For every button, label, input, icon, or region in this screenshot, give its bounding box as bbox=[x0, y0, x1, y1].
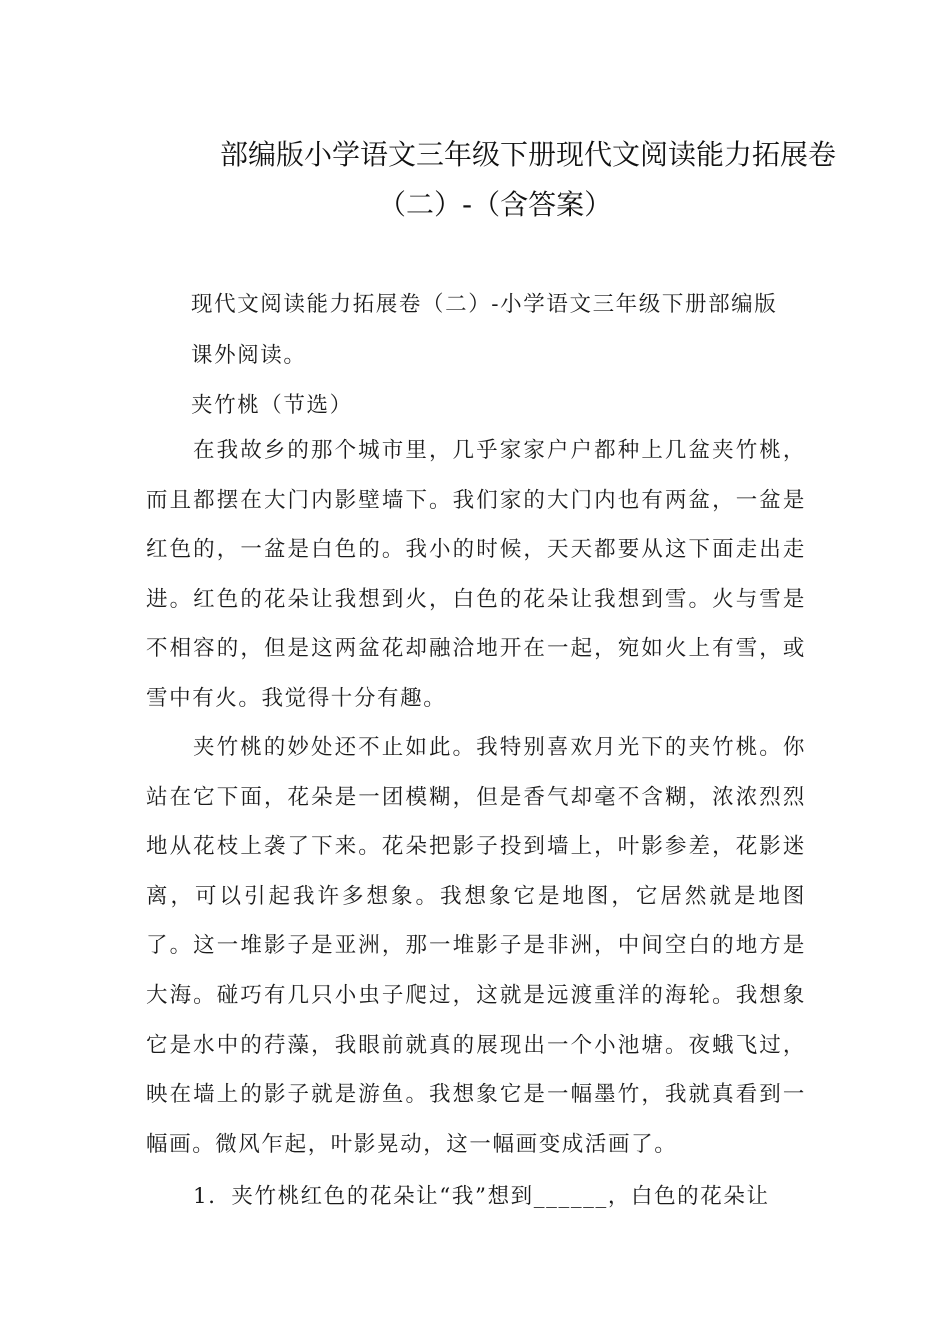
passage-title: 夹竹桃（节选） bbox=[191, 393, 353, 418]
question-1: 1．夹竹桃红色的花朵让“我”想到______，白色的花朵让 bbox=[193, 1184, 770, 1209]
document-title-line-1: 部编版小学语文三年级下册现代文阅读能力拓展卷 bbox=[220, 138, 837, 171]
document-subtitle: 现代文阅读能力拓展卷（二）-小学语文三年级下册部编版 bbox=[191, 292, 778, 317]
passage-paragraph-2: 夹竹桃的妙处还不止如此。我特别喜欢月光下的夹竹桃。你站在它下面，花朵是一团模糊，但是香气却毫不含糊，浓浓烈烈地从花枝上袭了下来。花朵把影子投到墙上，叶影参差，花影迷离，可以引起我许多想象。我想象它是地图，它居然就是地图了。这一堆影子是亚洲，那一堆影子是非洲，中间空白的地方是大海。碰巧有几只小虫子爬过，这就是远渡重洋的海轮。我想象它是水中的荇藻，我眼前就真的展现出一个小池塘。夜蛾飞过，映在墙上的影子就是游鱼。我想象它是一幅墨竹，我就真看到一幅画。微风乍起，叶影晃动，这一幅画变成活画了。 bbox=[146, 735, 806, 1157]
document-title-line-2: （二）-（含答案） bbox=[378, 188, 613, 221]
section-label: 课外阅读。 bbox=[191, 343, 307, 368]
passage-paragraph-1: 在我故乡的那个城市里，几乎家家户户都种上几盆夹竹桃，而且都摆在大门内影壁墙下。我们家的大门内也有两盆，一盆是红色的，一盆是白色的。我小的时候，天天都要从这下面走出走进。红色的花朵让我想到火，白色的花朵让我想到雪。火与雪是不相容的，但是这两盆花却融洽地开在一起，宛如火上有雪，或雪中有火。我觉得十分有趣。 bbox=[146, 438, 806, 711]
